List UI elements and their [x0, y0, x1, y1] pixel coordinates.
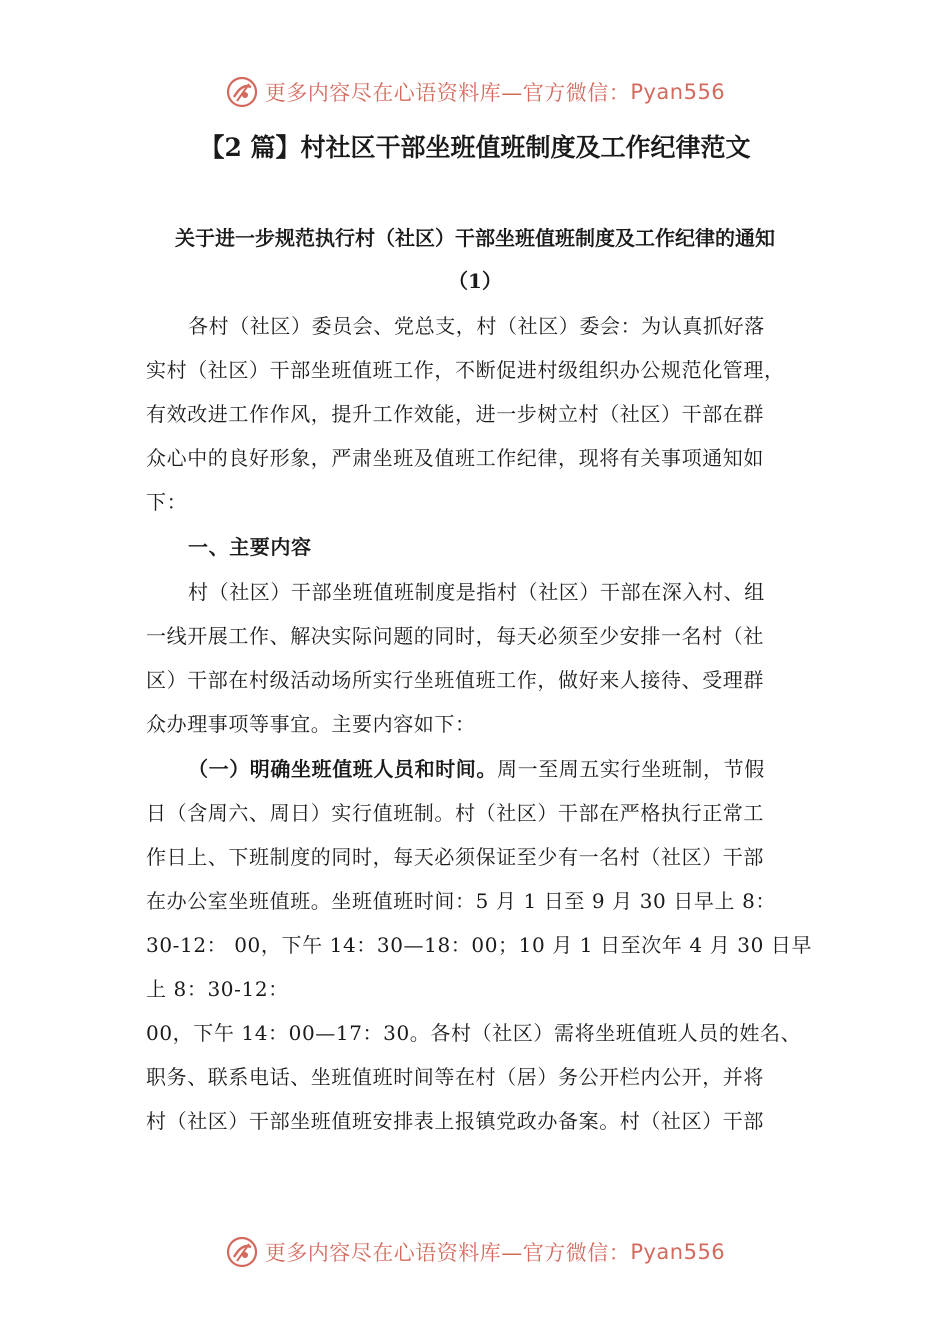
body-line: 30-12： 00，下午 14：30—18：00；10 月 1 日至次年 4 月 30 日早: [146, 933, 813, 957]
body-line: 在办公室坐班值班。坐班值班时间：5 月 1 日至 9 月 30 日早上 8：: [146, 889, 777, 913]
watermark-text: 更多内容尽在心语资料库—官方微信： Pyan556: [264, 80, 726, 105]
body-line: 各村（社区）委员会、党总支，村（社区）委会：为认真抓好落: [188, 314, 765, 338]
body-line: 众心中的良好形象，严肃坐班及值班工作纪律，现将有关事项通知如: [146, 446, 764, 470]
body-line: 村（社区）干部坐班值班安排表上报镇党政办备案。村（社区）干部: [146, 1109, 764, 1133]
item1-first-line: [188, 753, 765, 782]
body-line: 日（含周六、周日）实行值班制。村（社区）干部在严格执行正常工: [146, 801, 764, 825]
body-line: 区）干部在村级活动场所实行坐班值班工作，做好来人接待、受理群: [146, 668, 764, 692]
watermark-wechat-id: Pyan556: [630, 1240, 726, 1264]
body-line: 有效改进工作作风，提升工作效能，进一步树立村（社区）干部在群: [146, 402, 764, 426]
body-line: 作日上、下班制度的同时，每天必须保证至少有一名村（社区）干部: [146, 845, 764, 869]
watermark-wechat-id: Pyan556: [630, 80, 726, 104]
body-line: 上 8：30-12：: [146, 977, 289, 1001]
watermark-seal-icon: [225, 75, 259, 109]
item1-heading: （一）明确坐班值班人员和时间。: [188, 757, 497, 781]
watermark-header: [0, 72, 950, 112]
body-line: 00，下午 14：00—17：30。各村（社区）需将坐班值班人员的姓名、: [146, 1021, 802, 1045]
body-line: 实村（社区）干部坐班值班工作，不断促进村级组织办公规范化管理，: [146, 358, 785, 382]
watermark-footer: [0, 1232, 950, 1272]
watermark-seal-icon: [225, 1235, 259, 1269]
body-line: 众办理事项等事宜。主要内容如下：: [146, 712, 476, 736]
body-line: 下：: [146, 490, 188, 514]
body-line: 一线开展工作、解决实际问题的同时，每天必须至少安排一名村（社: [146, 624, 764, 648]
document-title: 【2 篇】村社区干部坐班值班制度及工作纪律范文: [199, 133, 751, 162]
notice-title-line1: 关于进一步规范执行村（社区）干部坐班值班制度及工作纪律的通知: [175, 226, 775, 250]
notice-title-line2: （1）: [448, 269, 502, 293]
body-line: 村（社区）干部坐班值班制度是指村（社区）干部在深入村、组: [188, 580, 765, 604]
section-heading: 一、主要内容: [188, 535, 312, 559]
body-line: 职务、联系电话、坐班值班时间等在村（居）务公开栏内公开，并将: [146, 1065, 764, 1089]
item1-lead: 周一至周五实行坐班制，节假: [497, 757, 765, 781]
watermark-text: 更多内容尽在心语资料库—官方微信： Pyan556: [264, 1240, 726, 1265]
